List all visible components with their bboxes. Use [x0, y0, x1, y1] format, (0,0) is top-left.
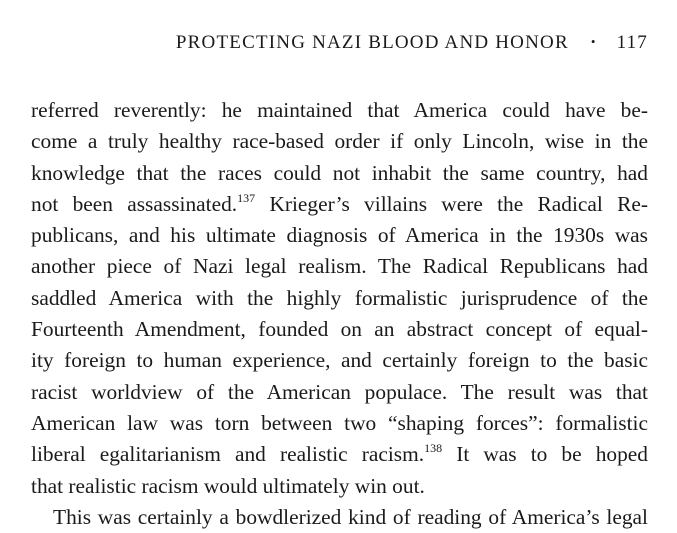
text-line — [31, 95, 648, 126]
text-line — [31, 471, 648, 502]
line-text: come a truly healthy race-based order if only Lincoln, wise in the — [31, 129, 648, 154]
text-line — [31, 189, 648, 220]
line-text: Fourteenth Amendment, founded on an abstract concept of equal- — [31, 317, 648, 342]
line-text: not been assassinated. — [31, 191, 238, 216]
page-number: 117 — [616, 32, 648, 53]
text-line — [31, 345, 648, 376]
header-title: PROTECTING NAZI BLOOD AND HONOR — [175, 32, 569, 53]
text-line — [31, 126, 648, 157]
line-text-continued: It was to be hoped — [442, 442, 648, 467]
line-text: another piece of Nazi legal realism. The Radical Republicans had — [31, 254, 648, 279]
text-line — [31, 408, 648, 439]
line-text-continued: Krieger’s villains were the Radical Re- — [255, 191, 648, 216]
line-text: saddled America with the highly formalistic jurisprudence of the — [31, 285, 648, 310]
line-text: that realistic racism would ultimately win out. — [31, 473, 425, 498]
text-line — [31, 283, 648, 314]
body-text — [31, 95, 648, 529]
line-text: liberal egalitarianism and realistic racism. — [31, 442, 425, 467]
line-text: publicans, and his ultimate diagnosis of America in the 1930s was — [31, 223, 648, 248]
header-separator: • — [590, 34, 597, 49]
text-line — [31, 502, 648, 529]
line-text: racist worldview of the American populace. The result was that — [31, 379, 648, 404]
line-text: This was certainly a bowdlerized kind of reading of America’s legal — [53, 504, 648, 529]
line-text: ity foreign to human experience, and certainly foreign to the basic — [31, 348, 648, 373]
running-header — [176, 31, 648, 56]
text-line — [31, 158, 648, 189]
line-text: referred reverently: he maintained that America could have be- — [31, 98, 648, 122]
line-text: knowledge that the races could not inhabit the same country, had — [31, 160, 648, 185]
text-line — [31, 220, 648, 251]
footnote-marker: 138 — [424, 441, 443, 456]
text-line — [31, 251, 648, 282]
text-line — [31, 314, 648, 345]
line-text: American law was torn between two “shaping forces”: formalistic — [31, 410, 648, 435]
text-line — [31, 377, 648, 408]
text-line — [31, 439, 648, 470]
footnote-marker: 137 — [237, 190, 256, 205]
